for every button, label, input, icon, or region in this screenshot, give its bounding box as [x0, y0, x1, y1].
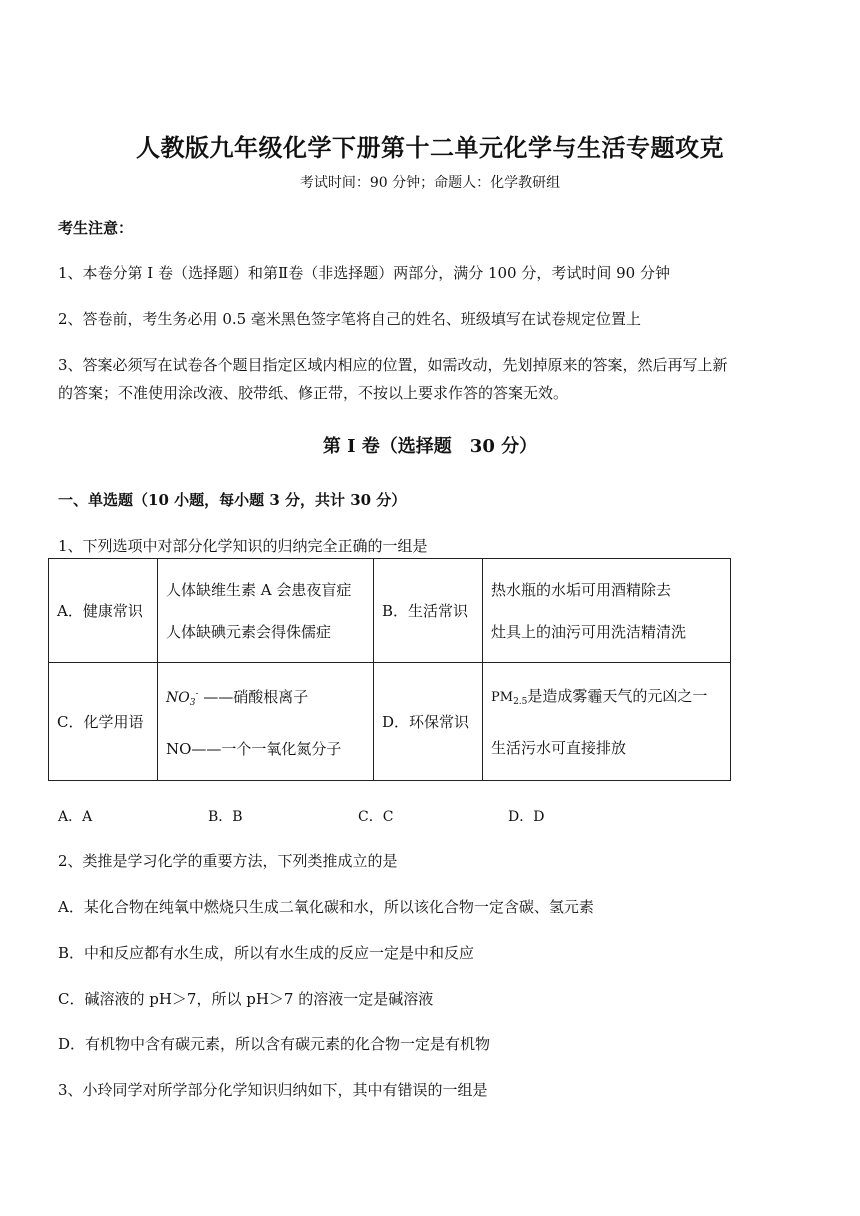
question-1-option[interactable]: D．D: [508, 809, 545, 825]
notice-heading: 考生注意：: [58, 219, 134, 237]
cell-line: NO——一个一氧化氮分子: [166, 740, 342, 758]
question-3-stem: 3、小玲同学对所学部分化学知识归纳如下，其中有错误的一组是: [58, 1081, 488, 1099]
question-2-option[interactable]: C．碱溶液的 pH＞7，所以 pH＞7 的溶液一定是碱溶液: [58, 990, 434, 1008]
table-cell-d-content: [483, 663, 731, 781]
question-1-option[interactable]: B．B: [208, 809, 243, 825]
question-2-option[interactable]: D．有机物中含有碳元素，所以含有碳元素的化合物一定是有机物: [58, 1035, 491, 1053]
table-cell-b-label: B．生活常识: [374, 559, 483, 663]
cell-line: $NO_3^-$ ——硝酸根离子: [166, 688, 309, 708]
table-cell-c-label: C．化学用语: [49, 663, 158, 781]
question-1-option[interactable]: C．C: [358, 809, 394, 825]
question-1-option[interactable]: A．A: [58, 809, 93, 825]
section-title: 第 I 卷（选择题 30 分）: [322, 436, 538, 457]
cell-line: 生活污水可直接排放: [491, 738, 627, 757]
part-heading: 一、单选题（10 小题，每小题 3 分，共计 30 分）: [58, 491, 407, 509]
cell-line: 人体缺碘元素会得侏儒症: [166, 622, 332, 641]
exam-info: 考试时间：90 分钟；命题人：化学教研组: [299, 175, 561, 191]
notice-item: 的答案；不准使用涂改液、胶带纸、修正带，不按以上要求作答的答案无效。: [58, 384, 569, 402]
table-row: [49, 559, 731, 663]
cell-line: 人体缺维生素 A 会患夜盲症: [166, 580, 352, 599]
table-cell-a-content: [158, 559, 374, 663]
table-cell-c-content: [158, 663, 374, 781]
question-2-stem: 2、类推是学习化学的重要方法，下列类推成立的是: [58, 852, 398, 870]
cell-line: 灶具上的油污可用洗洁精清洗: [491, 622, 687, 641]
cell-line: $PM_{2.5}$是造成雾霾天气的元凶之一: [491, 686, 708, 707]
table-cell-b-content: [483, 559, 731, 663]
nitrate-formula: $NO_3^-$: [166, 689, 199, 708]
question-1-table: [48, 558, 731, 781]
table-cell-d-label: D．环保常识: [374, 663, 483, 781]
notice-item: 2、答卷前，考生务必用 0.5 毫米黑色签字笔将自己的姓名、班级填写在试卷规定位置上: [58, 310, 641, 328]
question-2-option[interactable]: A．某化合物在纯氧中燃烧只生成二氧化碳和水，所以该化合物一定含碳、氢元素: [58, 898, 594, 916]
pm-formula: $PM_{2.5}$: [491, 689, 528, 707]
table-row: [49, 663, 731, 781]
cell-line: 热水瓶的水垢可用酒精除去: [491, 580, 672, 599]
question-2-option[interactable]: B．中和反应都有水生成，所以有水生成的反应一定是中和反应: [58, 944, 475, 962]
page-title: 人教版九年级化学下册第十二单元化学与生活专题攻克: [136, 133, 724, 162]
notice-item: 1、本卷分第 I 卷（选择题）和第Ⅱ卷（非选择题）两部分，满分 100 分，考试时间 90 分钟: [58, 264, 670, 282]
notice-item: 3、答案必须写在试卷各个题目指定区域内相应的位置，如需改动，先划掉原来的答案，然后再写上新: [58, 356, 728, 374]
table-cell-a-label: A．健康常识: [49, 559, 158, 663]
question-1-stem: 1、下列选项中对部分化学知识的归纳完全正确的一组是: [58, 537, 428, 555]
